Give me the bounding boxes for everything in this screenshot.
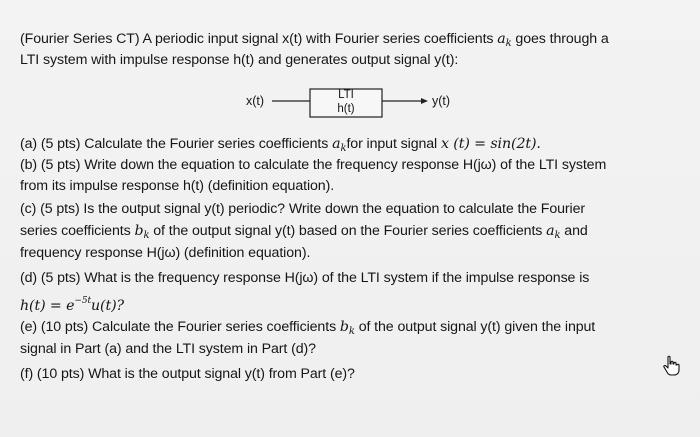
block-diagram <box>0 80 700 124</box>
part-e-line-1: (e) (10 pts) Calculate the Fourier series coefficients $b_k$ of the output signal y(t) given the input <box>20 319 596 337</box>
output-signal-label: y(t) <box>432 94 451 108</box>
part-b-line-2: from its impulse response h(t) (definition equation). <box>20 178 335 194</box>
input-signal-label: x(t) <box>246 94 265 108</box>
part-b-line-1: (b) (5 pts) Write down the equation to calculate the frequency response H(jω) of the LTI system <box>20 157 607 173</box>
part-c-line-3: frequency response H(jω) (definition equation). <box>20 245 311 261</box>
part-f-line-1: (f) (10 pts) What is the output signal y(t) from Part (e)? <box>20 366 355 382</box>
lti-box-impulse: h(t) <box>337 103 355 115</box>
part-a-math: x (t) = sin(2t). <box>440 136 541 152</box>
part-c-line-2: series coefficients $b_k$ of the output signal y(t) based on the Fourier series coefficients $a_k$ and <box>20 223 588 241</box>
coef-a-symbol: a <box>497 31 506 47</box>
part-e-line-2: signal in Part (a) and the LTI system in Part (d)? <box>20 341 316 357</box>
part-c-line-1: (c) (5 pts) Is the output signal y(t) periodic? Write down the equation to calculate the Fourier <box>20 201 586 217</box>
intro-line-2: LTI system with impulse response h(t) and generates output signal y(t): <box>20 52 459 68</box>
part-d-line-2: $h(t) = e^{-5t}u(t)$? <box>20 296 125 314</box>
part-d-line-1: (d) (5 pts) What is the frequency response H(jω) of the LTI system if the impulse response is <box>20 270 590 286</box>
hand-pointer-icon <box>661 355 681 377</box>
intro-line-1: (Fourier Series CT) A periodic input signal x(t) with Fourier series coefficients $a_k$ goes through a <box>20 31 609 49</box>
part-a: (a) (5 pts) Calculate the Fourier series coefficients $a_kfor$ input signal x (t) = sin(2t). <box>20 136 541 154</box>
lti-box-title: LTI <box>338 89 354 101</box>
